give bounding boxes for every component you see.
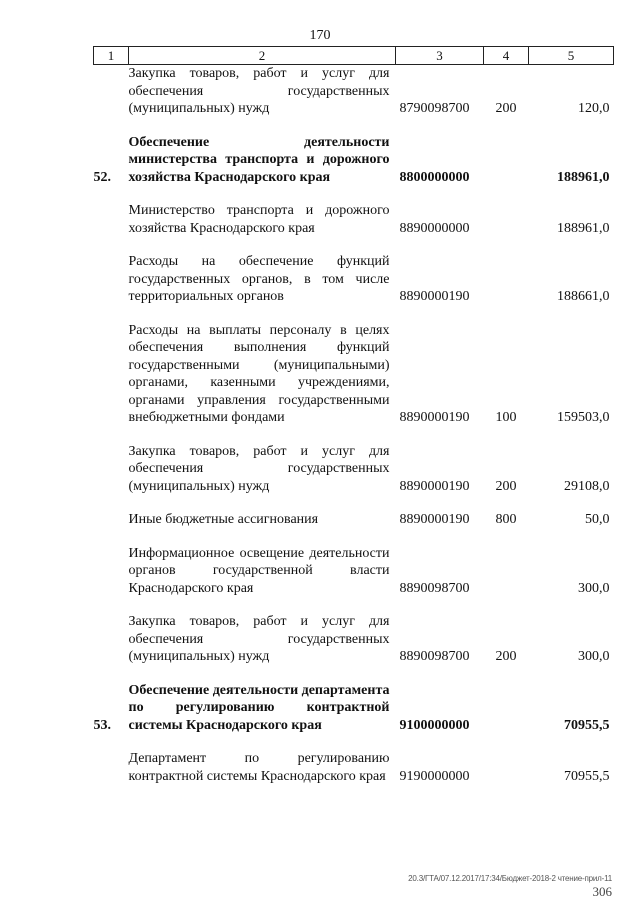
row-name: Информационное освещение деятельности органов государственной власти Краснодарского края — [128, 545, 390, 596]
row-code: 8890000190 — [399, 478, 470, 494]
row-code: 8890098700 — [399, 580, 470, 596]
row-number — [94, 65, 129, 118]
row-number — [94, 613, 129, 666]
document-stamp: 20.3/ГТА/07.12.2017/17:34/Бюджет-2018-2 чтение-прил-11 — [408, 874, 612, 883]
row-name: Обеспечение деятельности департамента по регулированию контрактной системы Краснодарского края — [128, 682, 390, 733]
spacer-cell — [94, 597, 614, 613]
row-number — [94, 202, 129, 237]
row-number — [94, 750, 129, 785]
row-amount: 50,0 — [585, 512, 610, 527]
row-expense-type — [484, 750, 529, 785]
row-amount: 188661,0 — [557, 289, 610, 304]
row-number — [94, 511, 129, 529]
table-row — [94, 545, 614, 598]
row-name: Министерство транспорта и дорожного хозяйства Краснодарского края — [128, 203, 390, 236]
row-spacer — [94, 306, 614, 322]
spacer-cell — [94, 186, 614, 202]
budget-table-container — [93, 46, 613, 785]
row-amount: 70955,5 — [564, 768, 610, 784]
row-expense-type — [484, 545, 529, 598]
row-expense-type: 200 — [495, 101, 517, 116]
row-name: Закупка товаров, работ и услуг для обеспечения государственных (муниципальных) нужд — [128, 443, 390, 494]
row-number — [94, 322, 129, 427]
row-code: 8890098700 — [399, 649, 470, 664]
row-number — [94, 545, 129, 598]
row-name: Закупка товаров, работ и услуг для обеспечения государственных (муниципальных) нужд — [128, 614, 390, 664]
spacer-cell — [94, 529, 614, 545]
row-name: Департамент по регулированию контрактной системы Краснодарского края — [128, 751, 390, 784]
row-number: 52. — [93, 169, 111, 185]
header-col-5: 5 — [529, 47, 614, 65]
spacer-cell — [94, 666, 614, 682]
row-spacer — [94, 237, 614, 253]
header-col-2: 2 — [129, 47, 396, 65]
row-amount: 29108,0 — [564, 478, 610, 494]
row-code: 9100000000 — [399, 717, 470, 733]
row-code: 8800000000 — [399, 169, 470, 185]
table-row — [94, 134, 614, 187]
row-code: 8790098700 — [399, 101, 470, 116]
row-spacer — [94, 734, 614, 750]
budget-table — [93, 46, 614, 785]
row-amount: 300,0 — [578, 649, 610, 664]
row-amount: 300,0 — [578, 580, 610, 596]
table-row — [94, 511, 614, 529]
row-number — [94, 253, 129, 306]
table-row — [94, 65, 614, 118]
row-code: 8890000190 — [399, 410, 470, 425]
row-amount: 120,0 — [578, 101, 610, 116]
row-code: 9190000000 — [399, 768, 470, 784]
table-row — [94, 613, 614, 666]
row-expense-type: 100 — [495, 410, 517, 425]
row-expense-type — [484, 202, 529, 237]
spacer-cell — [94, 734, 614, 750]
table-row — [94, 682, 614, 735]
row-expense-type: 200 — [495, 649, 517, 664]
table-header-row — [94, 47, 614, 65]
spacer-cell — [94, 237, 614, 253]
row-spacer — [94, 186, 614, 202]
row-spacer — [94, 495, 614, 511]
table-row — [94, 750, 614, 785]
row-spacer — [94, 427, 614, 443]
row-number: 53. — [93, 717, 111, 733]
row-spacer — [94, 597, 614, 613]
row-number — [94, 443, 129, 496]
row-spacer — [94, 666, 614, 682]
header-col-4: 4 — [484, 47, 529, 65]
row-code: 8890000190 — [399, 289, 470, 304]
row-expense-type — [484, 253, 529, 306]
spacer-cell — [94, 118, 614, 134]
spacer-cell — [94, 306, 614, 322]
row-spacer — [94, 118, 614, 134]
row-spacer — [94, 529, 614, 545]
row-name: Иные бюджетные ассигнования — [128, 512, 319, 527]
row-amount: 70955,5 — [564, 717, 610, 733]
row-expense-type — [484, 682, 529, 735]
row-expense-type: 800 — [495, 512, 517, 527]
row-amount: 188961,0 — [557, 169, 610, 185]
table-row — [94, 443, 614, 496]
spacer-cell — [94, 495, 614, 511]
page-number: 170 — [309, 28, 331, 43]
header-col-1: 1 — [94, 47, 129, 65]
footer-page-number: 306 — [592, 884, 612, 899]
header-col-3: 3 — [396, 47, 484, 65]
row-amount: 159503,0 — [557, 410, 610, 425]
row-name: Закупка товаров, работ и услуг для обеспечения государственных (муниципальных) нужд — [128, 66, 390, 116]
spacer-cell — [94, 427, 614, 443]
table-row — [94, 253, 614, 306]
row-expense-type — [484, 134, 529, 187]
row-name: Расходы на обеспечение функций государственных органов, в том числе территориальных органов — [128, 254, 390, 304]
table-row — [94, 202, 614, 237]
table-row — [94, 322, 614, 427]
row-expense-type: 200 — [495, 478, 517, 494]
row-amount: 188961,0 — [557, 220, 610, 236]
row-code: 8890000000 — [399, 220, 470, 236]
row-code: 8890000190 — [399, 512, 470, 527]
row-name: Обеспечение деятельности министерства транспорта и дорожного хозяйства Краснодарского края — [128, 134, 390, 185]
row-name: Расходы на выплаты персоналу в целях обеспечения выполнения функций государственными (муниципальными) органами, казенными учреждениями, органами управления государственными внебюджетными фондами — [128, 322, 390, 425]
